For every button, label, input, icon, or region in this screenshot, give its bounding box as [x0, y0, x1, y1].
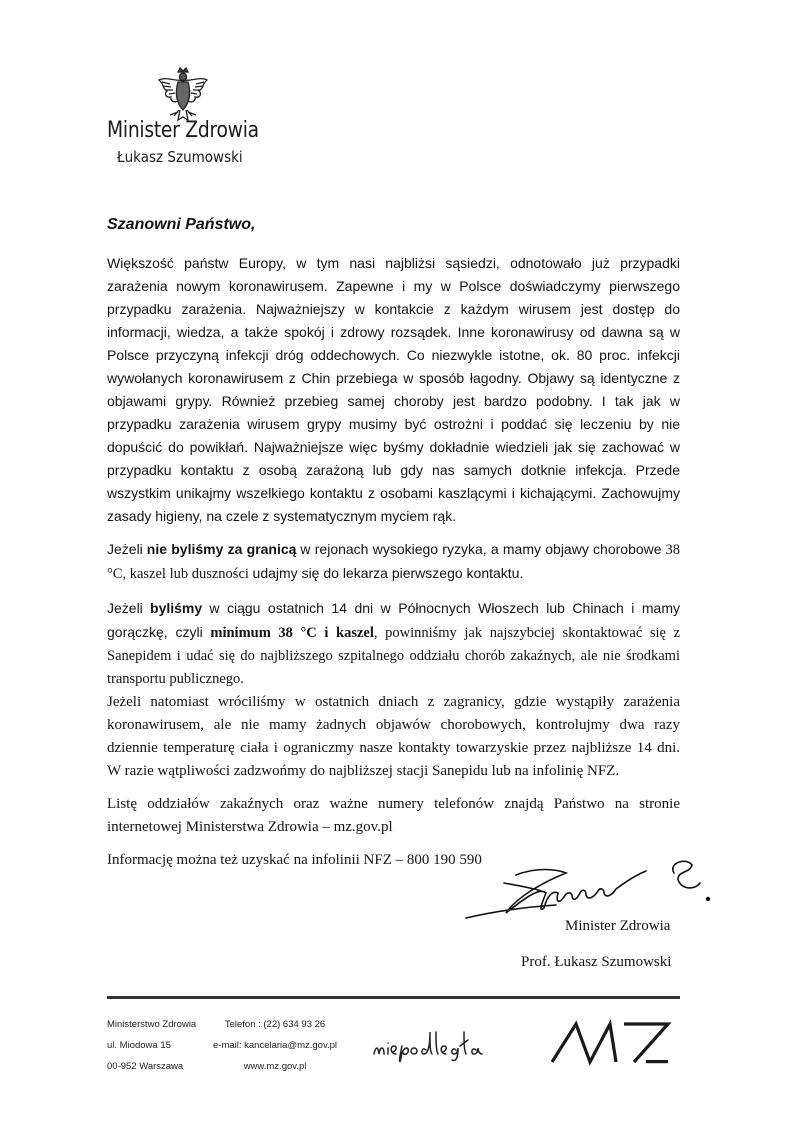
eagle-emblem-icon	[156, 66, 210, 124]
p2-text-4: udajmy się do lekarza pierwszego kontaktu.	[252, 565, 524, 581]
signature-title: Minister Zdrowia	[565, 918, 671, 934]
footer-address-line: ul. Miodowa 15	[107, 1040, 171, 1051]
p3-text-3: , powinniśmy jak najszybciej skontaktować się z Sanepidem i udać się do najbliższego szpitalnego oddziału chorób zakaźnych, ale nie środkami transportu publicznego.	[107, 625, 681, 687]
p3-text-2: w ciągu ostatnich 14 dni w Północnych Włoszech lub Chinach i mamy gorączkę, czyli	[107, 600, 680, 640]
paragraph-1: Większość państw Europy, w tym nasi najbliżsi sąsiedzi, odnotowało już przypadki zarażenia nowym koronawirusem. Zapewne i my w Polsce doświadczymy pierwszego przypadku zarażenia. Najważniejszy w kontakcie z każdym wirusem jest dostęp do informacji, wiedza, a także spokój i zdrowy rozsądek. Inne koronawirusy od dawna są w Polsce przyczyną infekcji dróg oddechowych. Co niezwykle istotne, ok. 80 proc. infekcji wywołanych koronawirusem z Chin przebiega w sposób łagodny. Objawy są identyczne z objawami grypy. Również przebieg samej choroby jest bardzo podobny. I tak jak w przypadku zarażenia wirusem grypy musimy być ostrożni i poddać się leczeniu by nie dopuścić do powikłań. Najważniejsze więc byśmy dokładnie wiedzieli jak się zachować w przypadku kontaktu z osobą zarażoną lub gdy nas samych dotknie infekcja. Przede wszystkim unikajmy wszelkiego kontaktu z osobami kaszlącymi i kichającymi. Zachowujmy zasady higieny, na czele z systematycznym myciem rąk.	[107, 255, 680, 524]
footer-divider	[107, 996, 680, 999]
p2-text-3: 38 °C, kaszel lub duszności	[107, 542, 681, 582]
p2-text-2: w rejonach wysokiego ryzyka, a mamy objawy chorobowe	[300, 541, 662, 557]
footer-address-line: 00-952 Warszawa	[107, 1061, 184, 1072]
p2-bold-1: nie byliśmy za granicą	[146, 541, 297, 557]
signature-name: Prof. Łukasz Szumowski	[521, 954, 672, 970]
niepodlegla-logo	[370, 1024, 520, 1064]
p2-text-1: Jeżeli	[107, 541, 143, 557]
header-title: Minister Zdrowia	[107, 118, 259, 143]
mz-logo-icon	[550, 1018, 674, 1066]
letter-greeting: Szanowni Państwo,	[107, 216, 256, 233]
header-name: Łukasz Szumowski	[117, 148, 243, 166]
footer-website[interactable]: www.mz.gov.pl	[243, 1061, 307, 1072]
footer-email[interactable]: e-mail: kancelaria@mz.gov.pl	[213, 1040, 338, 1051]
paragraph-2	[107, 538, 680, 586]
footer-contact	[213, 1014, 337, 1077]
footer-address	[107, 1014, 196, 1077]
p3-text-1: Jeżeli	[107, 600, 143, 616]
paragraph-3	[107, 597, 680, 691]
p3-bold-2: minimum 38 °C i kaszel	[210, 625, 374, 641]
paragraph-5: Listę oddziałów zakaźnych oraz ważne numery telefonów znajdą Państwo na stronie internetowej Ministerstwa Zdrowia – mz.gov.pl	[107, 796, 680, 835]
paragraph-6: Informację można też uzyskać na infolinii NFZ – 800 190 590	[107, 852, 482, 868]
p3-bold-1: byliśmy	[150, 600, 203, 616]
footer-address-line: Ministerstwo Zdrowia	[107, 1019, 197, 1030]
footer-phone: Telefon : (22) 634 93 26	[224, 1019, 326, 1030]
paragraph-4: Jeżeli natomiast wróciliśmy w ostatnich dniach z zagranicy, gdzie wystąpiły zarażenia koronawirusem, ale nie mamy żadnych objawów chorobowych, kontrolujmy dwa razy dziennie temperaturę ciała i ograniczmy nasze kontakty towarzyskie przez najbliższe 14 dni. W razie wątpliwości zadzwońmy do najbliższej stacji Sanepidu lub na infolinię NFZ.	[107, 694, 680, 779]
